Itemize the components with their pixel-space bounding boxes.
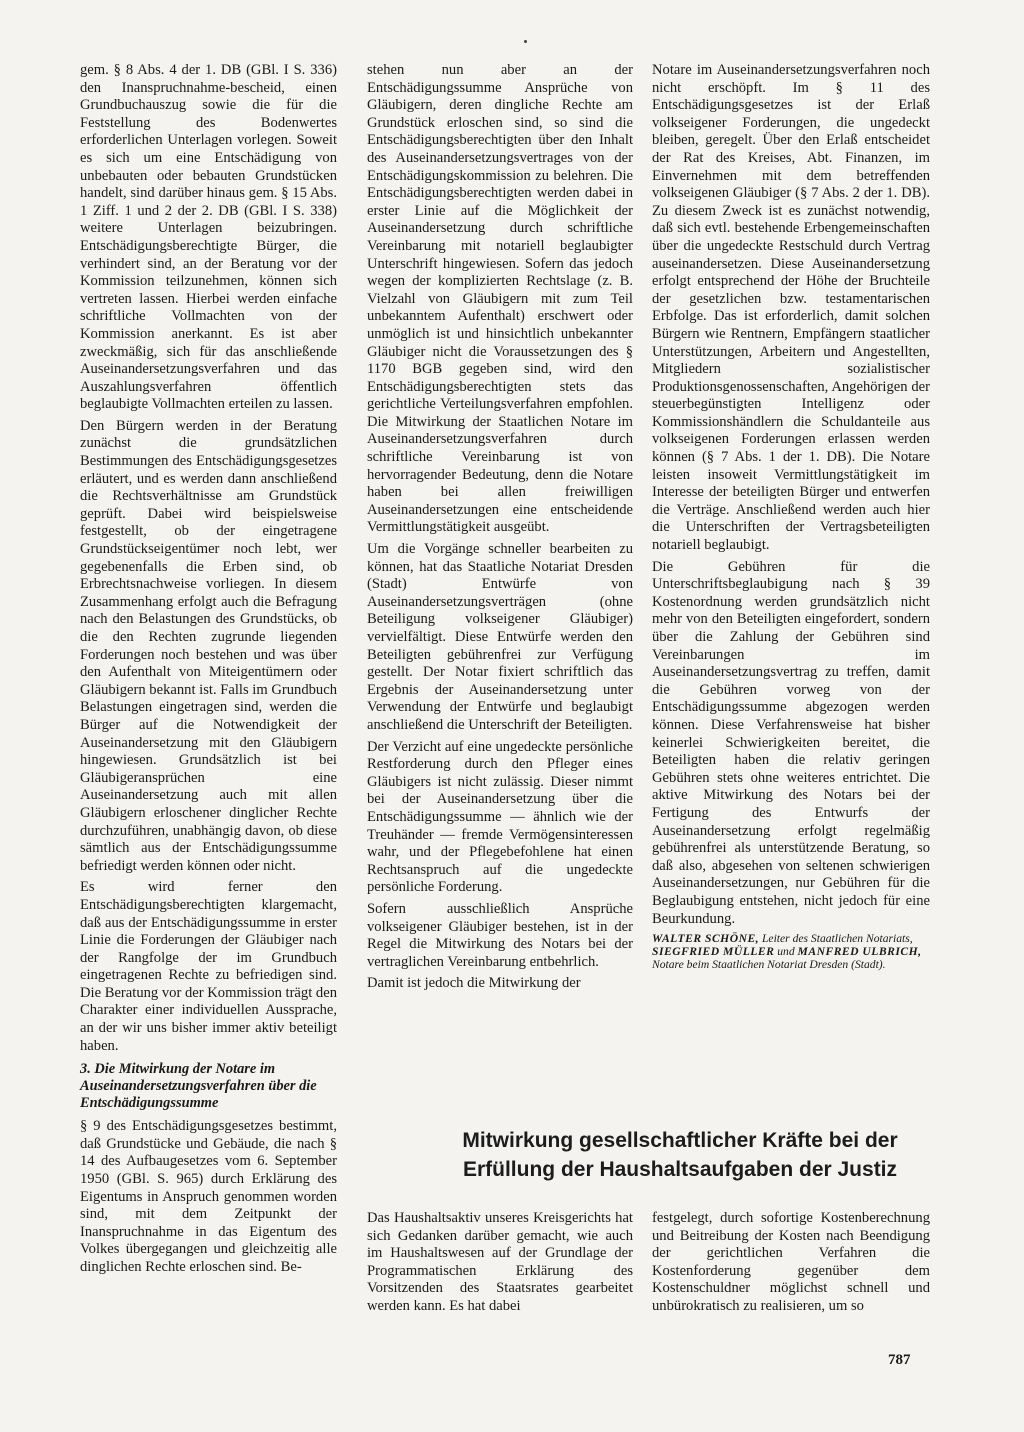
column-1 [80, 62, 337, 1281]
article-column-left [367, 1210, 633, 1320]
print-speck [524, 40, 527, 43]
paragraph: Den Bürgern werden in der Beratung zunächst die grundsätzlichen Bestimmungen des Entschädigungsgesetzes erläutert, und es werden dann anschließend die Rechtsverhältnisse am Grundstück geprüft. Dabei wird beispielsweise festgestellt, ob der eingetragene Grundstückseigentümer noch lebt, wer gegebenenfalls die Erben sind, ob Erbrechtsnachweise vorliegen. In diesem Zusammenhang erfolgt auch die Befragung nach den Belastungen des Grundstücks, ob die den Rechten zugrunde liegenden Forderungen noch bestehen und was über den Aufenthalt von Miteigentümern oder Gläubigern bekannt ist. Falls im Grundbuch Belastungen eingetragen sind, werden die Bürger auf die Notwendigkeit der Auseinandersetzung mit den Gläubigern hingewiesen. Grundsätzlich ist bei Gläubigeransprüchen eine Auseinandersetzung auch mit allen Gläubigern erloschener dinglicher Rechte durchzuführen, unabhängig davon, ob diese sämtlich aus der Entschädigungssumme befriedigt werden können oder nicht. [80, 417, 337, 874]
author-name: WALTER SCHÖNE, [652, 932, 760, 946]
page-number: 787 [888, 1352, 911, 1368]
paragraph: Notare im Auseinandersetzungsverfahren noch nicht erschöpft. Im § 11 des Entschädigungsgesetzes ist der Erlaß volkseigener Forderungen, die ungedeckt bleiben, geregelt. Über den Erlaß entscheidet der Rat des Kreises, Abt. Finanzen, im Einvernehmen mit dem betreffenden volkseigenen Gläubiger (§ 7 Abs. 2 der 1. DB). Zu diesem Zweck ist es zunächst notwendig, daß sich evtl. bestehende Erbengemeinschaften über die ungedeckte Restschuld durch Vertrag auseinandersetzen. Diese Auseinandersetzung erfolgt entsprechend der Höhe der Bruchteile der gesetzlichen bzw. testamentarischen Erbfolge. Das ist erforderlich, damit solchen Bürgern wie Rentnern, Empfängern staatlicher Unterstützungen, Arbeitern und Angestellten, Mitgliedern sozialistischer Produktionsgenossenschaften, Angehörigen der steuerbegünstigten Intelligenz oder Kommissionshändlern die Schuldanteile aus volkseigenen Forderungen erlassen werden können (§ 7 Abs. 1 der 1. DB). Die Notare leisten insoweit Vermittlungstätigkeit im Interesse der beteiligten Bürger und entwerfen die Verträge. Anschließend werden auch hier die Unterschriften der Vertragsbeteiligten notariell beglaubigt. [652, 62, 930, 554]
paragraph: Der Verzicht auf eine ungedeckte persönliche Restforderung durch den Pfleger eines Gläubigers ist nicht zulässig. Dieser nimmt bei der Auseinandersetzung über die Entschädigungssumme — ähnlich wie der Treuhänder — fremde Vermögensinteressen wahr, und der Pflegebefohlene hat einen Rechtsanspruch auf die ungedeckte persönliche Forderung. [367, 738, 633, 896]
column-3 [652, 62, 930, 971]
author-name: MANFRED ULBRICH, [797, 945, 922, 959]
paragraph: Das Haushaltsaktiv unseres Kreisgerichts hat sich Gedanken darüber gemacht, wie auch im Haushaltswesen auf der Grundlage der Programmatischen Erklärung des Vorsitzenden des Staatsrates gearbeitet werden kann. Es hat dabei [367, 1210, 633, 1314]
paragraph: § 9 des Entschädigungsgesetzes bestimmt, daß Grundstücke und Gebäude, die nach § 14 des Aufbaugesetzes vom 6. September 1950 (GBl. S. 965) durch Erklärung des Eigentums in Anspruch genommen worden sind, mit dem Zeitpunkt der Inanspruchnahme in das Eigentum des Volkes übergegangen und gleichzeitig alle dinglichen Rechte erloschen sind. Be- [80, 1118, 337, 1275]
paragraph: stehen nun aber an der Entschädigungssumme Ansprüche von Gläubigern, deren dingliche Rechte am Grundstück erloschen sind, so sind die Entschädigungsberechtigten über den Inhalt des Auseinandersetzungsvertrages von der Entschädigungskommission zu belehren. Die Entschädigungsberechtigten werden dabei in erster Linie auf die Möglichkeit der Auseinandersetzung durch schriftliche Vereinbarung mit notariell beglaubigter Unterschrift hingewiesen. Sofern das jedoch wegen der komplizierten Rechtslage (z. B. Vielzahl von Gläubigern mit zum Teil unbekanntem Aufenthalt) erschwert oder unmöglich ist und hinsichtlich unbekannter Gläubiger nicht die Voraussetzungen des § 1170 BGB gegeben sind, wird den Entschädigungsberechtigten stets das gerichtliche Verteilungsverfahren empfohlen. Die Mitwirkung der Staatlichen Notare im Auseinandersetzungsverfahren durch schriftliche Vereinbarung ist von hervorragender Bedeutung, denn die Notare haben bei allen freiwilligen Auseinandersetzungen eine entscheidende Vermittlungstätigkeit ausgeübt. [367, 62, 633, 536]
paragraph: Um die Vorgänge schneller bearbeiten zu können, hat das Staatliche Notariat Dresden (Stadt) Entwürfe von Auseinandersetzungsverträgen (ohne Beteiligung volkseigener Gläubiger) vervielfältigt. Diese Entwürfe werden den Beteiligten gebührenfrei zur Verfügung gestellt. Der Notar fixiert schriftlich das Ergebnis der Auseinandersetzung unter Verwendung der Entwürfe und beglaubigt anschließend die Unterschrift der Beteiligten. [367, 541, 633, 733]
paragraph: gem. § 8 Abs. 4 der 1. DB (GBl. I S. 336) den Inanspruchnahme-bescheid, einen Grundbuchauszug sowie die für die Feststellung des Bodenwertes erforderlichen Unterlagen vorlegen. Soweit es sich um eine Entschädigung von unbebauten oder bebauten Grundstücken handelt, sind darüber hinaus gem. § 15 Abs. 1 Ziff. 1 und 2 der 2. DB (GBl. I S. 338) weitere Unterlagen beizubringen. Entschädigungsberechtigte Bürger, die verhindert sind, an der Beratung vor der Kommission teilzunehmen, können sich vertreten lassen. Hierbei werden einfache schriftliche Vollmachten von der Kommission anerkannt. Es ist aber zweckmäßig, sich für das anschließende Auseinandersetzungsverfahren und das Auszahlungsverfahren öffentlich beglaubigte Vollmachten erteilen zu lassen. [80, 62, 337, 413]
section-heading: 3. Die Mitwirkung der Notare im Auseinandersetzungsverfahren über die Entschädigungssumme [80, 1061, 317, 1112]
author-signature [652, 932, 930, 971]
author-role: Notare beim Staatlichen Notariat Dresden (Stadt). [652, 958, 886, 972]
article-column-right [652, 1210, 930, 1320]
paragraph: Sofern ausschließlich Ansprüche volkseigener Gläubiger bestehen, ist in der Regel die Mitwirkung des Notars bei der vertraglichen Vereinbarung entbehrlich. [367, 900, 633, 970]
author-role: Leiter des Staatlichen Notariats, [759, 932, 913, 946]
paragraph: Damit ist jedoch die Mitwirkung der [367, 975, 581, 992]
conjunction: und [774, 945, 798, 959]
article-heading: Mitwirkung gesellschaftlicher Kräfte bei der Erfüllung der Haushaltsaufgaben der Justiz [462, 1129, 898, 1181]
paragraph: festgelegt, durch sofortige Kostenberechnung und Beitreibung der Kosten nach Beendigung der gerichtlichen Verfahren die Kostenforderung gegenüber dem Kostenschuldner möglichst schnell und unbürokratisch zu realisieren, um so [652, 1210, 930, 1314]
column-2 [367, 62, 633, 997]
paragraph: Es wird ferner den Entschädigungsberechtigten klargemacht, daß aus der Entschädigungssumme in erster Linie die Forderungen der Gläubiger nach der Rangfolge der im Grundbuch eingetragenen Rechte zu befriedigen sind. Die Beratung vor der Kommission trägt den Charakter einer individuellen Aussprache, an der wir uns bisher immer aktiv beteiligt haben. [80, 879, 337, 1054]
author-name: SIEGFRIED MÜLLER [652, 945, 775, 959]
paragraph: Die Gebühren für die Unterschriftsbeglaubigung nach § 39 Kostenordnung werden grundsätzlich nicht mehr von den Beteiligten eingefordert, sondern über die Zahlung der Gebühren sind Vereinbarungen im Auseinandersetzungsvertrag zu treffen, damit die Gebühren vorweg von der Entschädigungssumme abgezogen werden können. Diese Verfahrensweise hat bisher keinerlei Schwierigkeiten bereitet, die Beteiligten haben die relativ geringen Gebühren stets ohne weiteres entrichtet. Die aktive Mitwirkung des Notars bei der Fertigung des Entwurfs der Auseinandersetzung erfolgt regelmäßig gebührenfrei als unterstützende Beratung, so daß also, abgesehen von seltenen schwierigen Auseinandersetzungen, nur Gebühren für die Beglaubigung entstehen, nicht jedoch für eine Beurkundung. [652, 558, 930, 927]
